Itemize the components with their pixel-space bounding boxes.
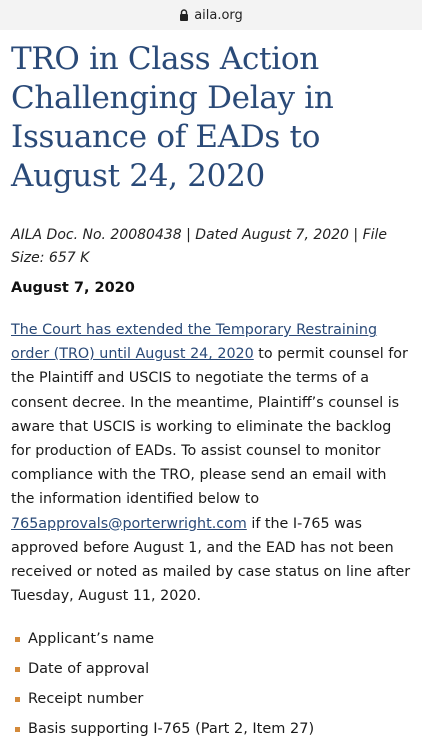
list-item-text: Basis supporting I-765 (Part 2, Item 27) [28,721,315,738]
email-link[interactable]: 765approvals@porterwright.com [11,515,247,532]
list-item-text: Date of approval [28,661,150,678]
list-item [11,714,411,744]
list-item-text: Applicant’s name [28,631,155,648]
doc-meta: AILA Doc. No. 20080438 | Dated August 7, 2020 | File Size: 657 K [11,227,388,266]
article [0,40,422,744]
bullet-icon [15,667,20,672]
article-body [11,318,411,608]
body-text-1: to permit counsel for the Plaintiff and USCIS to negotiate the terms of a consent decree. In the meantime, Plaintiff’s counsel is aware that USCIS is working to eliminate the backlog for production of EADs. To assist counsel to monitor compliance with the TRO, please send an email with the information identified below to [11,346,408,508]
browser-url-bar[interactable] [0,0,422,30]
list-item [11,624,411,654]
tro-extension-link[interactable]: The Court has extended the Temporary Restraining order (TRO) until August 24, 2020 [11,322,378,363]
list-item [11,684,411,714]
info-list [11,624,411,744]
bullet-icon [15,697,20,702]
list-item [11,654,411,684]
page-title: TRO in Class Action Challenging Delay in Issuance of EADs to August 24, 2020 [11,41,334,194]
bullet-icon [15,637,20,642]
url-domain: aila.org [194,7,243,23]
list-item-text: Receipt number [28,691,144,708]
bullet-icon [15,727,20,732]
body-text-2: if the I-765 was approved before August 1, and the EAD has not been received or noted as mailed by case status on line after Tuesday, August 11, 2020. [11,515,411,605]
article-date: August 7, 2020 [11,280,135,296]
lock-icon [179,9,189,21]
